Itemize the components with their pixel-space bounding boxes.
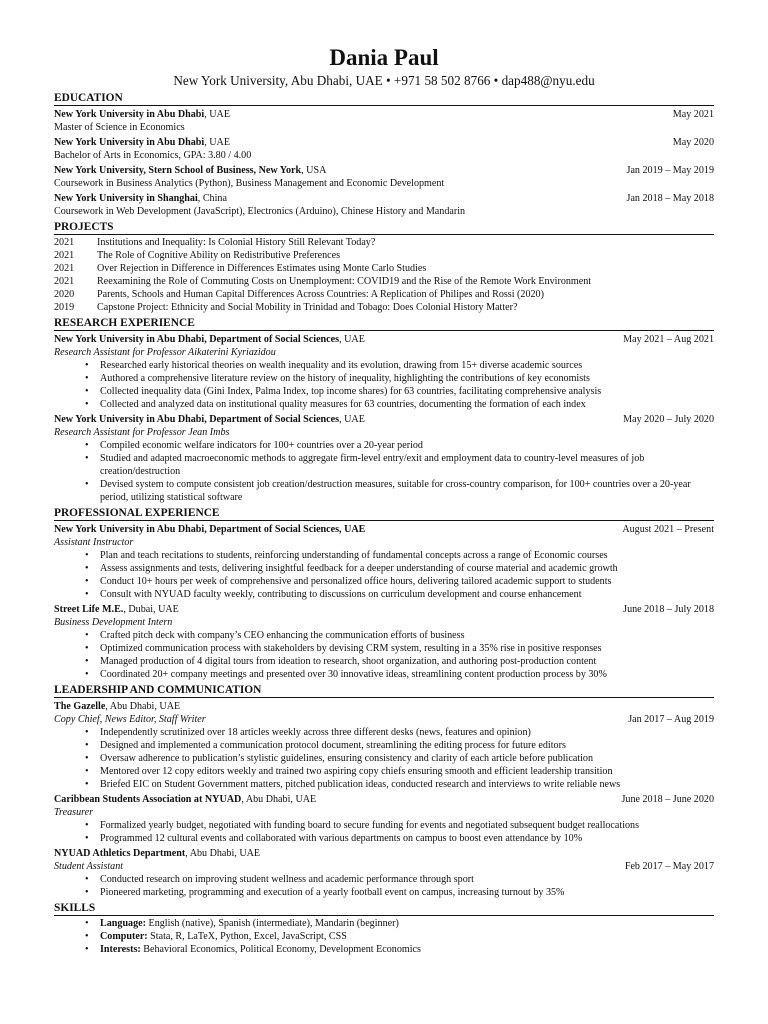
bullet-list [54, 359, 714, 411]
org-location: , Abu Dhabi, UAE [241, 794, 317, 805]
bullet-item: • Conducted research on improving student wellness and academic performance through sport [100, 873, 714, 886]
entry-date: August 2021 – Present [622, 524, 714, 535]
bullet-item: • Coordinated 20+ company meetings and presented over 30 innovative ideas, streamlining content production process by 30% [100, 668, 714, 681]
bullet-item: • Plan and teach recitations to students, reinforcing understanding of fundamental concepts across a range of Economic courses [100, 549, 714, 562]
skill-item [100, 917, 714, 930]
bullet-item: • Mentored over 12 copy editors weekly and trained two aspiring copy chiefs ensuring smooth and efficient leadership transition [100, 765, 714, 778]
skill-text: Stata, R, LaTeX, Python, Excel, JavaScript, CSS [147, 931, 347, 942]
bullet-item: • Compiled economic welfare indicators for 100+ countries over a 20-year period [100, 439, 714, 452]
section-title-skills: SKILLS [54, 901, 714, 916]
school-name: New York University in Abu Dhabi [54, 109, 205, 120]
education-entry [54, 136, 714, 162]
section-title-professional: PROFESSIONAL EXPERIENCE [54, 506, 714, 521]
school-name: New York University in Shanghai [54, 193, 198, 204]
school-location: , China [197, 193, 227, 204]
bullet-item: • Devised system to compute consistent job creation/destruction measures, suitable for cross-country comparison, for 100+ countries over a 20-year period, utilizing statistical software [100, 478, 714, 504]
entry-date: May 2020 – July 2020 [623, 414, 714, 425]
entry-date: Jan 2019 – May 2019 [626, 165, 714, 176]
education-entry [54, 108, 714, 134]
org-name: Caribbean Students Association at NYUAD [54, 794, 242, 805]
degree-detail: Bachelor of Arts in Economics, GPA: 3.80 / 4.00 [54, 150, 252, 161]
bullet-item: • Authored a comprehensive literature review on the history of inequality, highlighting the contributions of key economists [100, 372, 714, 385]
org-location: , Abu Dhabi, UAE [185, 848, 261, 859]
role-title: Assistant Instructor [54, 537, 134, 548]
project-year: 2021 [54, 263, 75, 274]
project-title: Institutions and Inequality: Is Colonial History Still Relevant Today? [97, 237, 376, 248]
org-location: , UAE [339, 334, 365, 345]
degree-detail: Coursework in Business Analytics (Python), Business Management and Economic Development [54, 178, 445, 189]
section-title-leadership: LEADERSHIP AND COMMUNICATION [54, 683, 714, 698]
skills-list [54, 917, 714, 956]
degree-detail: Coursework in Web Development (JavaScript), Electronics (Arduino), Chinese History and Mandarin [54, 206, 466, 217]
skill-item [100, 930, 714, 943]
entry-date: May 2021 [672, 109, 714, 120]
skill-label: Interests: [100, 944, 141, 955]
school-location: , UAE [204, 137, 231, 148]
skill-text: English (native), Spanish (intermediate), Mandarin (beginner) [146, 918, 399, 929]
org-name: New York University in Abu Dhabi, Department of Social Sciences [54, 334, 340, 345]
project-title: Capstone Project: Ethnicity and Social Mobility in Trinidad and Tobago: Does Colonial History Matter? [97, 302, 518, 313]
professional-entry [54, 603, 714, 681]
project-year: 2021 [54, 276, 75, 287]
org-location: , Abu Dhabi, UAE [105, 701, 181, 712]
bullet-item: • Optimized communication process with stakeholders by devising CRM system, resulting in a 35% rise in positive responses [100, 642, 714, 655]
bullet-item: • Designed and implemented a communication protocol document, streamlining the editing process for future editors [100, 739, 714, 752]
candidate-name: Dania Paul [329, 45, 439, 70]
role-title: Research Assistant for Professor Aikaterini Kyriazidou [54, 347, 276, 358]
bullet-item: • Assess assignments and tests, delivering insightful feedback for a deeper understanding of course material and academic growth [100, 562, 714, 575]
bullet-item: • Crafted pitch deck with company’s CEO enhancing the communication efforts of business [100, 629, 714, 642]
bullet-item: • Studied and adapted macroeconomic methods to aggregate firm-level entry/exit and employment data to country-level measures of job creation/destruction [100, 452, 714, 478]
bullet-item: • Briefed EIC on Student Government matters, pitched publication ideas, conducted research and interviews to write reliable news [100, 778, 714, 791]
skill-label: Language: [100, 918, 146, 929]
bullet-item: • Researched early historical theories on wealth inequality and its evolution, drawing from 15+ diverse academic sources [100, 359, 714, 372]
project-title: Over Rejection in Difference in Differences Estimates using Monte Carlo Studies [97, 263, 427, 274]
bullet-list [54, 629, 714, 681]
skill-text: Behavioral Economics, Political Economy, Development Economics [140, 944, 421, 955]
bullet-list [54, 439, 714, 504]
project-year: 2021 [54, 237, 75, 248]
project-year: 2020 [54, 289, 75, 300]
org-location: , UAE [339, 414, 365, 425]
project-title: Reexamining the Role of Commuting Costs on Unemployment: COVID19 and the Rise of the Remote Work Environment [97, 276, 592, 287]
entry-date: May 2021 – Aug 2021 [623, 334, 714, 345]
org-name: New York University in Abu Dhabi, Department of Social Sciences, UAE [54, 524, 366, 535]
bullet-list [54, 549, 714, 601]
project-title: Parents, Schools and Human Capital Differences Across Countries: A Replication of Philipes and Rossi (2020) [97, 289, 544, 300]
bullet-item: • Consult with NYUAD faculty weekly, contributing to discussions on curriculum development and course enhancement [100, 588, 714, 601]
project-title: The Role of Cognitive Ability on Redistributive Preferences [97, 250, 341, 261]
bullet-item: • Managed production of 4 digital tours from ideation to research, shoot organization, and authoring post-production content [100, 655, 714, 668]
entry-date: May 2020 [672, 137, 714, 148]
bullet-item: • Programmed 12 cultural events and collaborated with various departments on campus to boost even attendance by 10% [100, 832, 714, 845]
entry-date: Feb 2017 – May 2017 [624, 861, 714, 872]
entry-date: Jan 2017 – Aug 2019 [628, 714, 714, 725]
section-title-research: RESEARCH EXPERIENCE [54, 316, 714, 331]
bullet-item: • Formalized yearly budget, negotiated with funding board to secure funding for events and negotiated subsequent budget reallocations [100, 819, 714, 832]
research-entry [54, 333, 714, 411]
school-location: , UAE [204, 109, 231, 120]
bullet-item: • Collected and analyzed data on institutional quality measures for 63 countries, documenting the formation of each index [100, 398, 714, 411]
professional-entry [54, 523, 714, 601]
project-item [54, 262, 714, 275]
education-entry [54, 192, 714, 218]
bullet-item: • Conduct 10+ hours per week of comprehensive and personalized office hours, delivering tailored academic support to students [100, 575, 714, 588]
org-name: New York University in Abu Dhabi, Department of Social Sciences [54, 414, 340, 425]
bullet-item: • Independently scrutinized over 18 articles weekly across three different desks (news, features and opinion) [100, 726, 714, 739]
project-year: 2019 [54, 302, 75, 313]
bullet-item: • Oversaw adherence to publication’s stylistic guidelines, ensuring consistency and clarity of each article before publication [100, 752, 714, 765]
role-title: Business Development Intern [54, 617, 173, 628]
section-title-education: EDUCATION [54, 91, 714, 106]
degree-detail: Master of Science in Economics [54, 122, 185, 133]
school-name: New York University in Abu Dhabi [54, 137, 205, 148]
project-item [54, 301, 714, 314]
project-item [54, 275, 714, 288]
role-title: Treasurer [54, 807, 94, 818]
skill-item [100, 943, 714, 956]
bullet-list [54, 819, 714, 845]
projects-list [54, 236, 714, 314]
research-entry [54, 413, 714, 504]
leadership-entry [54, 700, 714, 791]
school-location: , USA [301, 165, 327, 176]
leadership-entry [54, 793, 714, 845]
school-name: New York University, Stern School of Business, New York [54, 165, 302, 176]
entry-date: June 2018 – June 2020 [621, 794, 714, 805]
role-title: Copy Chief, News Editor, Staff Writer [54, 714, 206, 725]
education-entry [54, 164, 714, 190]
entry-date: Jan 2018 – May 2018 [626, 193, 714, 204]
contact-line: New York University, Abu Dhabi, UAE • +971 58 502 8766 • dap488@nyu.edu [173, 73, 595, 88]
project-item [54, 236, 714, 249]
entry-date: June 2018 – July 2018 [623, 604, 714, 615]
bullet-list [54, 726, 714, 791]
project-item [54, 249, 714, 262]
bullet-item: • Collected inequality data (Gini Index, Palma Index, top income shares) for 63 countries, facilitating comprehensive analysis [100, 385, 714, 398]
role-title: Student Assistant [54, 861, 124, 872]
project-year: 2021 [54, 250, 75, 261]
skill-label: Computer: [100, 931, 148, 942]
bullet-item: • Pioneered marketing, programming and execution of a yearly football event on campus, increasing turnout by 35% [100, 886, 714, 899]
org-name: NYUAD Athletics Department [54, 848, 186, 859]
org-location: , Dubai, UAE [123, 604, 179, 615]
org-name: The Gazelle [54, 701, 106, 712]
role-title: Research Assistant for Professor Jean Imbs [54, 427, 230, 438]
section-title-projects: PROJECTS [54, 220, 714, 235]
leadership-entry [54, 847, 714, 899]
project-item [54, 288, 714, 301]
bullet-list [54, 873, 714, 899]
org-name: Street Life M.E. [54, 604, 124, 615]
